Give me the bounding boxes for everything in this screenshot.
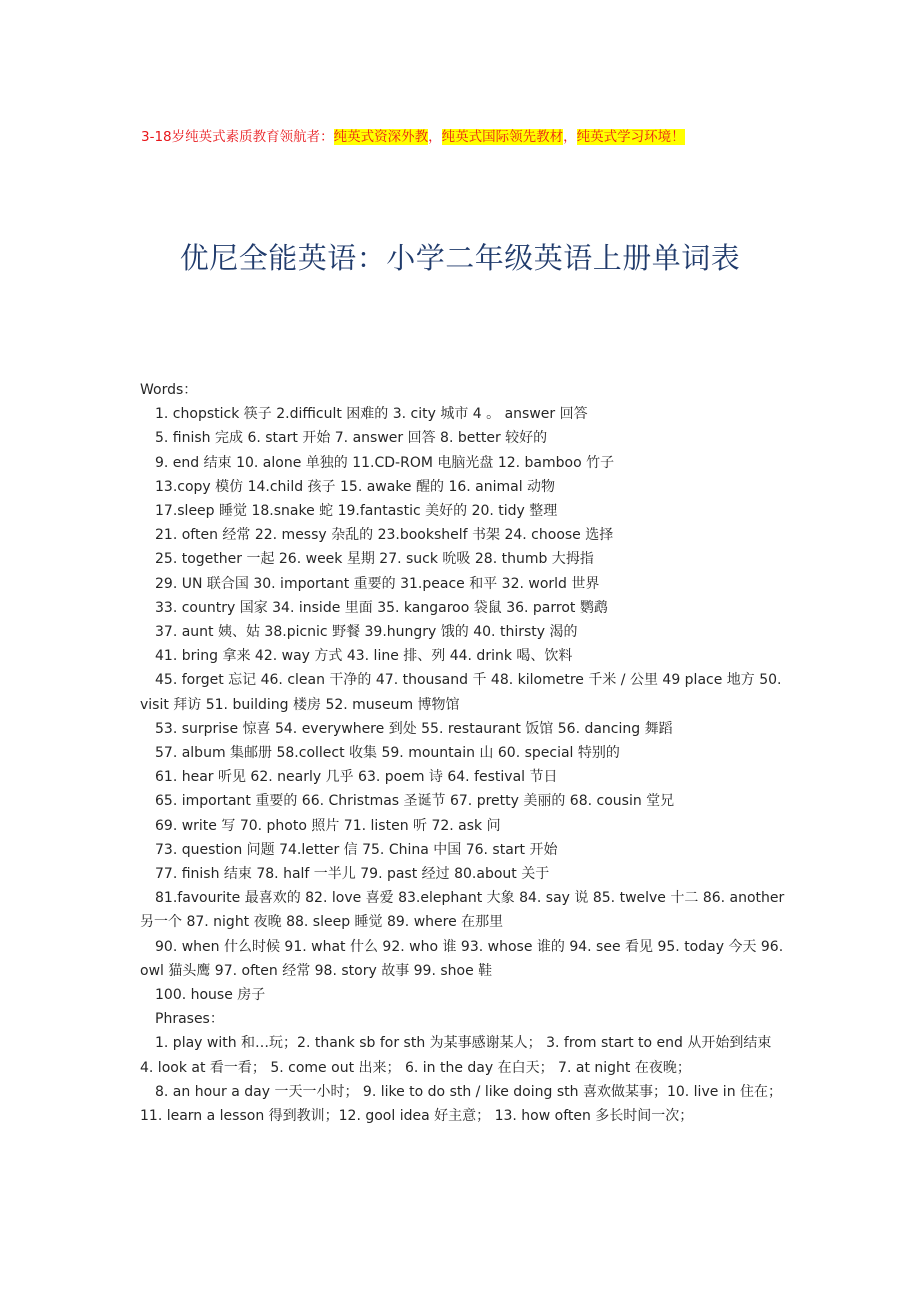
word-line: 5. finish 完成 6. start 开始 7. answer 回答 8. better 较好的	[155, 430, 548, 447]
word-line: 100. house 房子	[155, 987, 266, 1004]
word-line: 25. together 一起 26. week 星期 27. suck 吮吸 28. thumb 大拇指	[155, 551, 594, 568]
word-line: 69. write 写 70. photo 照片 71. listen 听 72. ask 问	[155, 817, 501, 834]
banner-highlight-environment: 纯英式学习环境！	[576, 129, 685, 145]
word-line: 61. hear 听见 62. nearly 几乎 63. poem 诗 64. festival 节日	[155, 769, 558, 786]
banner-highlight-teachers: 纯英式资深外教	[333, 129, 429, 145]
word-paragraph: 90. when 什么时候 91. what 什么 92. who 谁 93. whose 谁的 94. see 看见 95. today 今天 96. owl 猫头鹰 97. often 经常 98. story 故事 99. shoe 鞋	[140, 938, 784, 979]
word-line: 77. finish 结束 78. half 一半儿 79. past 经过 80.about 关于	[155, 866, 550, 883]
phrases-label: Phrases：	[155, 1011, 224, 1028]
word-line: 73. question 问题 74.letter 信 75. China 中国 76. start 开始	[155, 841, 558, 858]
header-banner	[141, 127, 685, 147]
word-line: 65. important 重要的 66. Christmas 圣诞节 67. pretty 美丽的 68. cousin 堂兄	[155, 793, 675, 810]
banner-separator: ，	[428, 129, 442, 145]
word-paragraph: 45. forget 忘记 46. clean 干净的 47. thousand 千 48. kilometre 千米 / 公里 49 place 地方 50. visit 拜访 51. building 楼房 52. museum 博物馆	[140, 672, 782, 713]
phrase-paragraph: 1. play with 和…玩；2. thank sb for sth 为某事感谢某人； 3. from start to end 从开始到结束 4. look at 看一看； 5. come out 出来； 6. in the day 在白天； 7. at night 在夜晚；	[140, 1035, 772, 1076]
vocabulary-list	[140, 378, 788, 1128]
word-line: 1. chopstick 筷子 2.difficult 困难的 3. city 城市 4 。 answer 回答	[155, 406, 588, 423]
word-paragraph: 81.favourite 最喜欢的 82. love 喜爱 83.elephant 大象 84. say 说 85. twelve 十二 86. another 另一个 87. night 夜晚 88. sleep 睡觉 89. where 在那里	[140, 890, 785, 931]
page-title: 优尼全能英语：小学二年级英语上册单词表	[179, 241, 741, 275]
phrase-paragraph: 8. an hour a day 一天一小时； 9. like to do sth / like doing sth 喜欢做某事；10. live in 住在； 11. learn a lesson 得到教训；12. gool idea 好主意； 13. how often 多长时间一次；	[140, 1083, 783, 1125]
word-line: 53. surprise 惊喜 54. everywhere 到处 55. restaurant 饭馆 56. dancing 舞蹈	[155, 720, 673, 737]
word-line: 13.copy 模仿 14.child 孩子 15. awake 醒的 16. animal 动物	[155, 478, 556, 495]
word-line: 17.sleep 睡觉 18.snake 蛇 19.fantastic 美好的 20. tidy 整理	[155, 503, 558, 520]
word-line: 41. bring 拿来 42. way 方式 43. line 排、列 44. drink 喝、饮料	[155, 648, 573, 665]
word-line: 21. often 经常 22. messy 杂乱的 23.bookshelf 书架 24. choose 选择	[155, 527, 614, 544]
word-line: 29. UN 联合国 30. important 重要的 31.peace 和平 32. world 世界	[155, 575, 600, 592]
banner-prefix: 3-18岁纯英式素质教育领航者：	[141, 129, 334, 145]
words-label: Words：	[140, 382, 198, 398]
word-line: 57. album 集邮册 58.collect 收集 59. mountain 山 60. special 特别的	[155, 745, 620, 762]
word-line: 33. country 国家 34. inside 里面 35. kangaroo 袋鼠 36. parrot 鹦鹉	[155, 599, 608, 616]
banner-separator: ，	[563, 129, 577, 145]
word-line: 37. aunt 姨、姑 38.picnic 野餐 39.hungry 饿的 40. thirsty 渴的	[155, 624, 578, 641]
banner-highlight-materials: 纯英式国际领先教材	[441, 129, 564, 145]
word-line: 9. end 结束 10. alone 单独的 11.CD-ROM 电脑光盘 12. bamboo 竹子	[155, 454, 615, 471]
